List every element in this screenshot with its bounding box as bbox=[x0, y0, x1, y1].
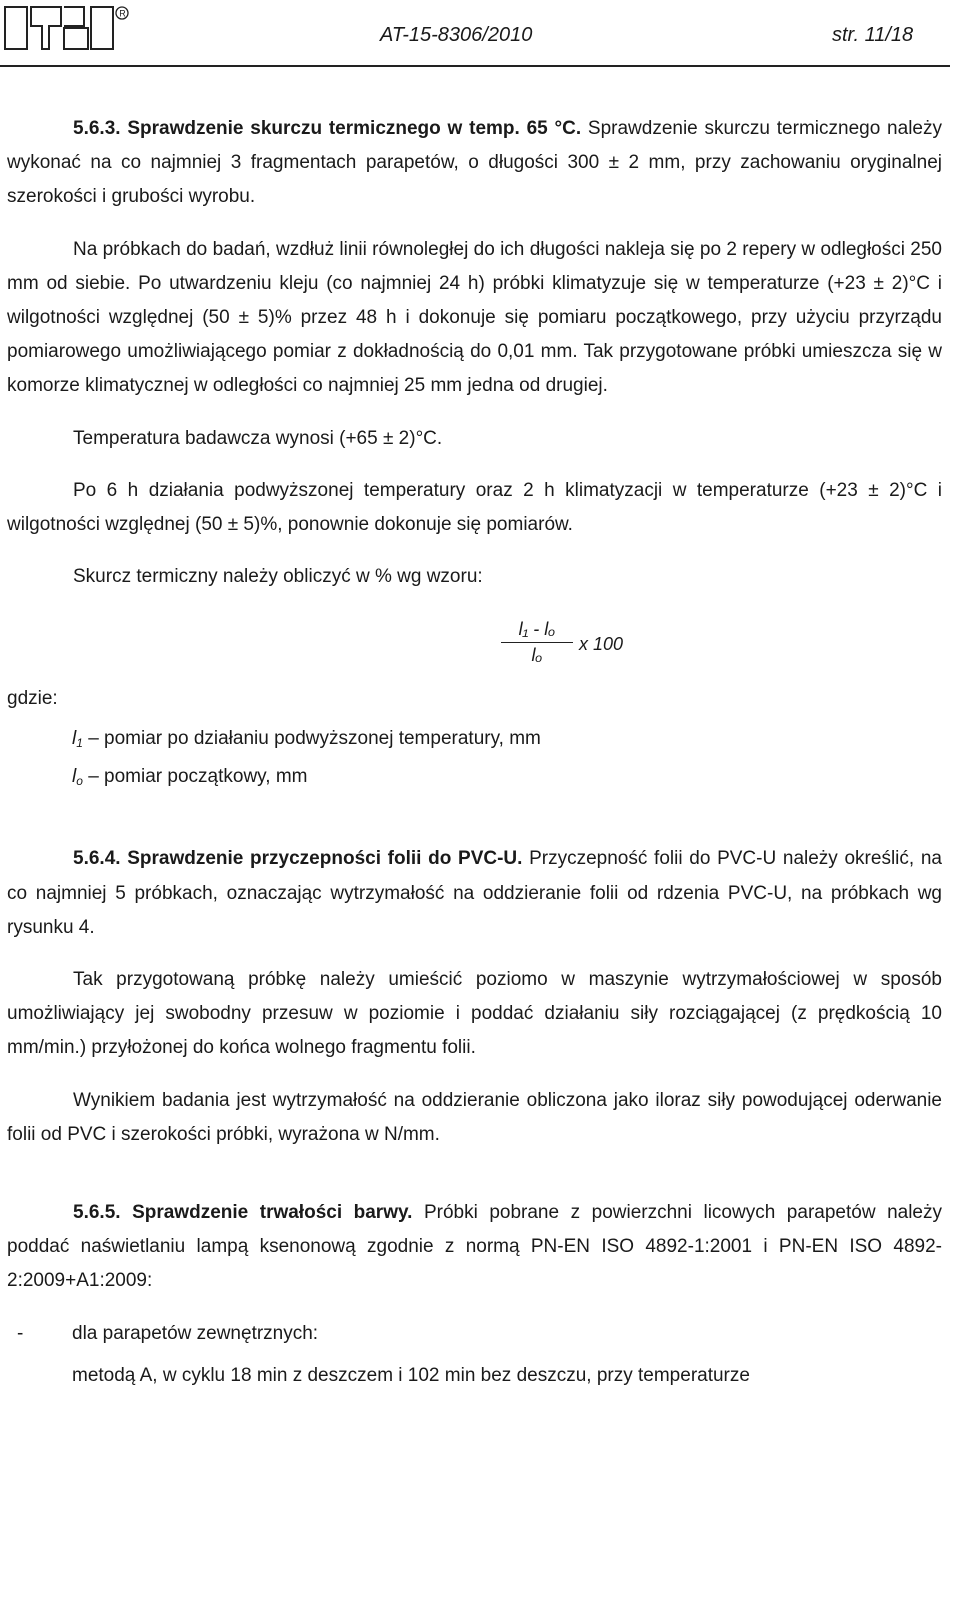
document-code: AT-15-8306/2010 bbox=[380, 24, 533, 46]
paragraph-text: Sprawdzenie skurczu termicznego należy wykonać na co najmniej 3 fragmentach parapetów, o długości 300 ± 2 mm, przy zachowaniu oryginalnej szerokości i grubości wyrobu. bbox=[7, 118, 942, 208]
list-item bbox=[7, 1317, 942, 1393]
section-5-6-3-intro bbox=[7, 112, 942, 215]
paragraph: Tak przygotowaną próbkę należy umieścić poziomo w maszynie wytrzymałościowej w sposób umożliwiający jej swobodny przesuw w poziomie i poddać działaniu siły rozciągającej (z prędkością 10 mm/min.) przyłożonej do końca wolnego fragmentu folii. bbox=[7, 969, 942, 1059]
section-heading: 5.6.5. Sprawdzenie trwałości barwy. bbox=[73, 1202, 413, 1224]
list-item-title: dla parapetów zewnętrznych: bbox=[72, 1322, 319, 1344]
itb-logo-icon bbox=[4, 4, 134, 52]
where-label: gdzie: bbox=[7, 688, 58, 710]
paragraph: Po 6 h działania podwyższonej temperatury oraz 2 h klimatyzacji w temperaturze (+23 ± 2)°C i wilgotności względnej (50 ± 5)%, ponownie dokonuje się pomiarów. bbox=[7, 479, 942, 536]
section-heading: 5.6.4. Sprawdzenie przyczepności folii do PVC-U. bbox=[73, 848, 523, 870]
page-header bbox=[0, 0, 960, 70]
list-dash: - bbox=[17, 1322, 24, 1344]
definition-l1: $l_1$ – pomiar po działaniu podwyższonej temperatury, mm bbox=[72, 728, 541, 751]
section-heading: 5.6.3. Sprawdzenie skurczu termicznego w temp. 65 °C. bbox=[73, 118, 582, 139]
fraction-numerator: l₁ - lₒ bbox=[518, 619, 556, 640]
document-body bbox=[7, 112, 942, 1393]
paragraph: Skurcz termiczny należy obliczyć w % wg wzoru: bbox=[73, 566, 483, 588]
formula-multiplier: x 100 bbox=[579, 634, 624, 655]
definition-l0: $l_o$ – pomiar początkowy, mm bbox=[72, 766, 308, 789]
fraction bbox=[497, 618, 577, 667]
formula bbox=[7, 594, 942, 722]
paragraph: Na próbkach do badań, wzdłuż linii równoległej do ich długości nakleja się po 2 repery w odległości 250 mm od siebie. Po utwardzeniu kleju (co najmniej 24 h) próbki klimatyzuje się w temperaturze (+23 ± 2)°C i wilgotności względnej (50 ± 5)% przez 48 h i dokonuje się pomiaru początkowego, przy użyciu przyrządu pomiarowego umożliwiającego pomiar z dokładnością do 0,01 mm. Tak przygotowane próbki umieszcza się w komorze klimatycznej w odległości co najmniej 25 mm jedna od drugiej. bbox=[7, 238, 942, 397]
list-item-text: metodą A, w cyklu 18 min z deszczem i 102 min bez deszczu, przy temperaturze bbox=[72, 1364, 750, 1386]
svg-text:R: R bbox=[119, 8, 126, 19]
header-divider bbox=[0, 65, 950, 67]
paragraph-text: Przyczepność folii do PVC-U należy określić, na co najmniej 5 próbkach, oznaczając wytrzymałość na oddzieranie folii od rdzenia PVC-U, na próbkach wg rysunku 4. bbox=[7, 848, 942, 938]
page-number: str. 11/18 bbox=[832, 24, 914, 46]
section-5-6-4-intro bbox=[7, 842, 942, 945]
paragraph: Wynikiem badania jest wytrzymałość na oddzieranie obliczona jako iloraz siły powodującej oderwanie folii od PVC i szerokości próbki, wyrażona w N/mm. bbox=[7, 1089, 942, 1145]
section-5-6-5-intro bbox=[7, 1196, 942, 1299]
paragraph: Temperatura badawcza wynosi (+65 ± 2)°C. bbox=[73, 427, 443, 449]
fraction-denominator: lₒ bbox=[531, 645, 543, 666]
paragraph-text: Próbki pobrane z powierzchni licowych parapetów należy poddać naświetlaniu lampą ksenonową zgodnie z normą PN-EN ISO 4892-1:2001 i PN-EN ISO 4892-2:2009+A1:2009: bbox=[7, 1202, 942, 1292]
